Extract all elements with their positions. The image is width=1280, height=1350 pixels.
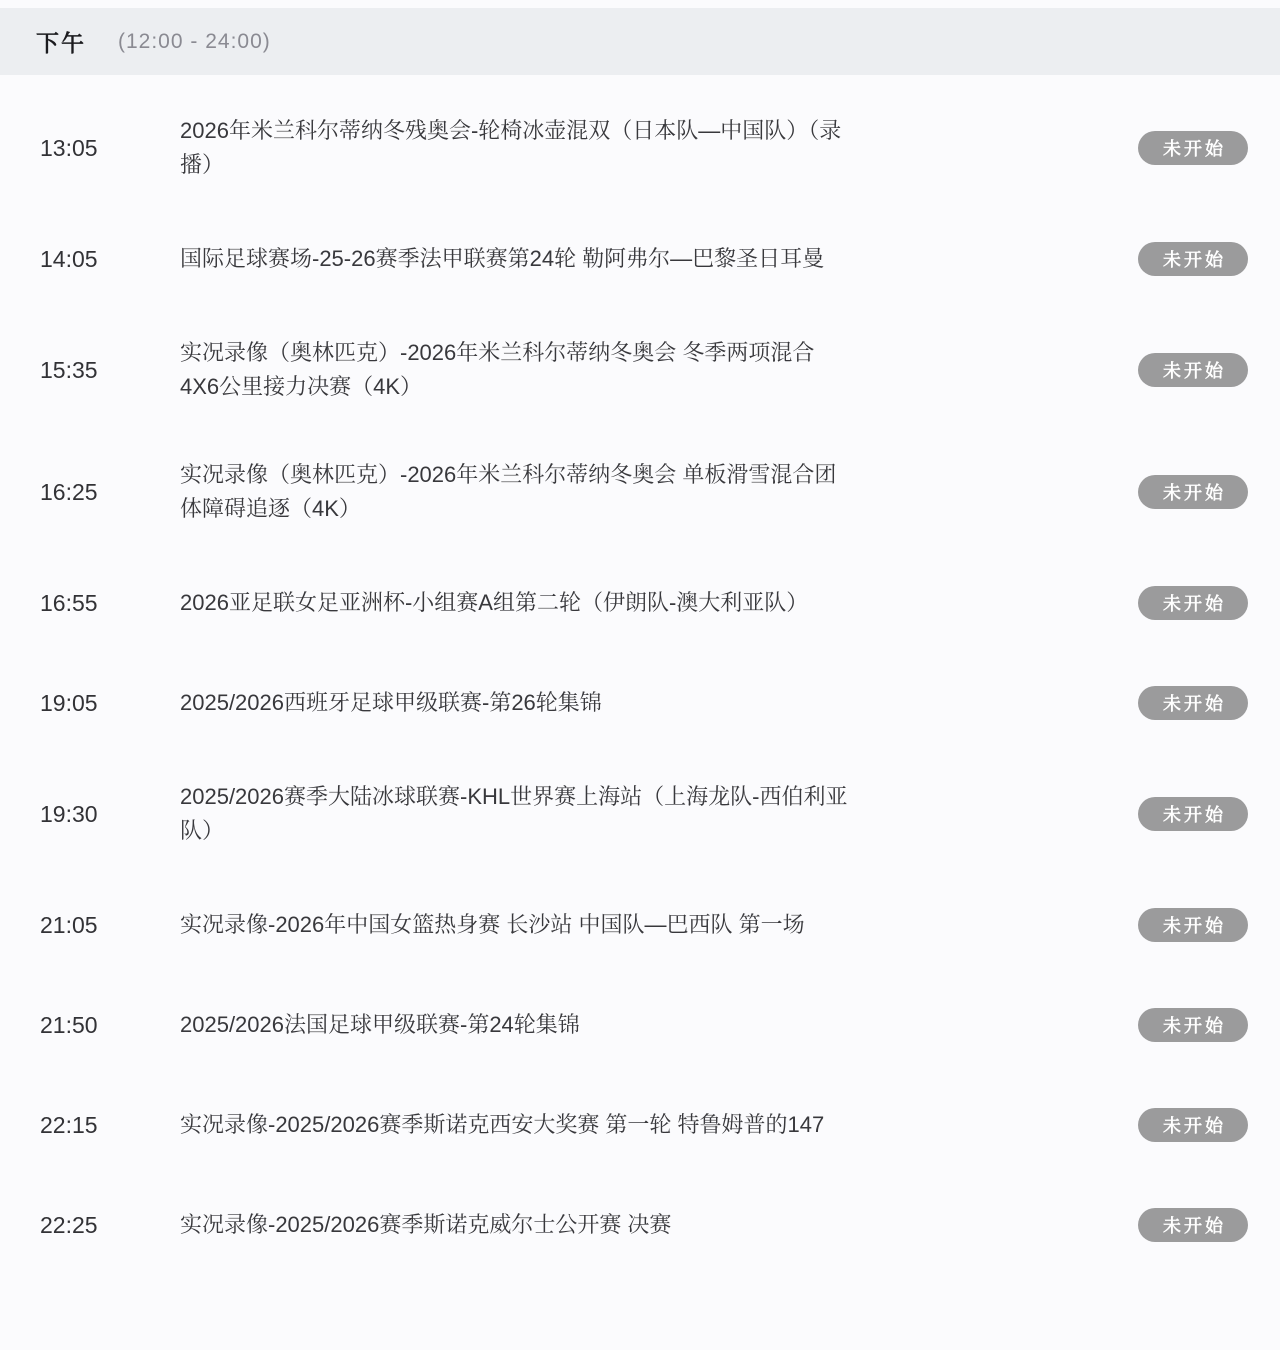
program-time: 13:05 — [40, 134, 98, 161]
program-time: 21:50 — [40, 1011, 98, 1038]
program-row[interactable] — [0, 431, 1280, 553]
status-badge-button[interactable]: 未开始 — [1138, 908, 1248, 942]
program-time: 21:05 — [40, 911, 98, 938]
program-row[interactable] — [0, 309, 1280, 431]
program-row[interactable] — [0, 1175, 1280, 1275]
program-title: 实况录像（奥林匹克）-2026年米兰科尔蒂纳冬奥会 单板滑雪混合团体障碍追逐（4K） — [180, 462, 837, 521]
program-title: 实况录像-2025/2026赛季斯诺克威尔士公开赛 决赛 — [180, 1212, 672, 1237]
period-label: 下午 — [36, 30, 86, 56]
status-badge-button[interactable]: 未开始 — [1138, 1208, 1248, 1242]
program-title: 实况录像-2026年中国女篮热身赛 长沙站 中国队—巴西队 第一场 — [180, 912, 805, 937]
program-list — [0, 75, 1280, 1275]
program-time: 22:15 — [40, 1111, 98, 1138]
status-badge-button[interactable]: 未开始 — [1138, 1008, 1248, 1042]
program-time: 14:05 — [40, 245, 98, 272]
program-row[interactable] — [0, 553, 1280, 653]
program-row[interactable] — [0, 653, 1280, 753]
period-time-range: (12:00 - 24:00) — [118, 29, 271, 53]
status-badge-button[interactable]: 未开始 — [1138, 1108, 1248, 1142]
status-badge-button[interactable]: 未开始 — [1138, 797, 1248, 831]
program-title: 2025/2026赛季大陆冰球联赛-KHL世界赛上海站（上海龙队-西伯利亚队） — [180, 784, 848, 843]
program-title: 2026年米兰科尔蒂纳冬残奥会-轮椅冰壶混双（日本队—中国队）（录播） — [180, 118, 842, 177]
status-badge-button[interactable]: 未开始 — [1138, 586, 1248, 620]
program-title: 2025/2026法国足球甲级联赛-第24轮集锦 — [180, 1012, 580, 1037]
program-row[interactable] — [0, 875, 1280, 975]
status-badge-button[interactable]: 未开始 — [1138, 475, 1248, 509]
program-time: 22:25 — [40, 1211, 98, 1238]
status-badge-button[interactable]: 未开始 — [1138, 353, 1248, 387]
program-row[interactable] — [0, 753, 1280, 875]
status-badge-button[interactable]: 未开始 — [1138, 686, 1248, 720]
status-badge-button[interactable]: 未开始 — [1138, 131, 1248, 165]
program-time: 16:55 — [40, 589, 98, 616]
program-time: 15:35 — [40, 356, 98, 383]
program-title: 2025/2026西班牙足球甲级联赛-第26轮集锦 — [180, 690, 602, 715]
program-row[interactable] — [0, 1075, 1280, 1175]
program-title: 实况录像-2025/2026赛季斯诺克西安大奖赛 第一轮 特鲁姆普的147 — [180, 1112, 825, 1137]
program-title: 2026亚足联女足亚洲杯-小组赛A组第二轮（伊朗队-澳大利亚队） — [180, 590, 809, 615]
status-badge-button[interactable]: 未开始 — [1138, 242, 1248, 276]
program-title: 国际足球赛场-25-26赛季法甲联赛第24轮 勒阿弗尔—巴黎圣日耳曼 — [180, 246, 825, 271]
program-row[interactable] — [0, 975, 1280, 1075]
program-time: 19:05 — [40, 689, 98, 716]
program-time: 16:25 — [40, 478, 98, 505]
schedule-period-header — [0, 8, 1280, 75]
program-time: 19:30 — [40, 800, 98, 827]
program-title: 实况录像（奥林匹克）-2026年米兰科尔蒂纳冬奥会 冬季两项混合4X6公里接力决赛（4K） — [180, 340, 815, 399]
program-row[interactable] — [0, 87, 1280, 209]
program-row[interactable] — [0, 209, 1280, 309]
